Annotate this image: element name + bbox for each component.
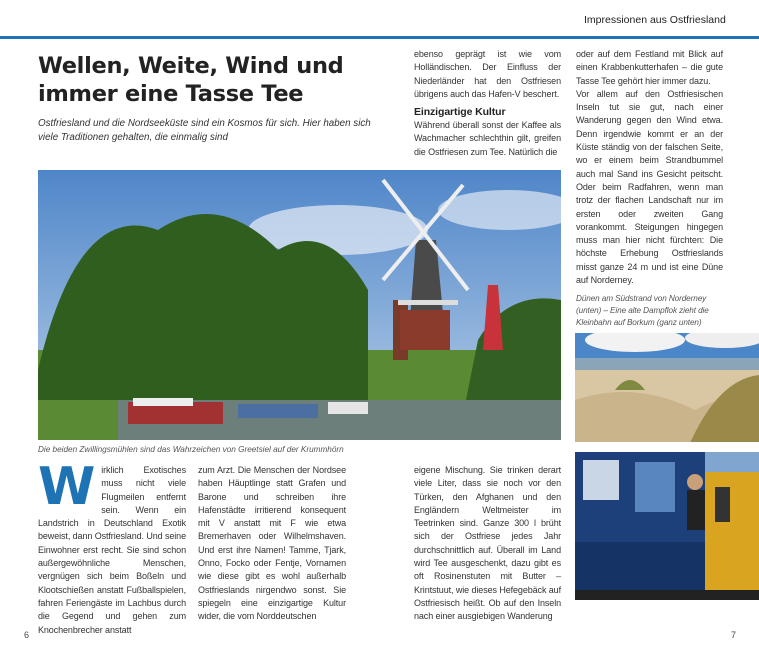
- body-column-2: zum Arzt. Die Menschen der Nordsee haben Häuptlinge statt Grafen und Barone und schreiben ihre Hafenstädte irritierend konsequent mit V anstatt mit F wie etwa Bremerhaven oder Wilhelmshaven. Und erst ihre Namen! Tamme, Tjark, Onno, Focko oder Fentje, Vornamen wie diese gibt es wohl außerhalb Ostfrieslands nirgendwo sonst. Sie spiegeln eine einzigartige Kultur wider, die vom Norddeutschen: [198, 465, 346, 622]
- right-photo-caption: Dünen am Südstrand von Norderney (unten) – Eine alte Dampflok zieht die Kleinbahn auf Borkum (ganz unten): [576, 294, 709, 328]
- windmill-photo: [38, 170, 561, 440]
- paragraph: Während überall sonst der Kaffee als Wachmacher schlechthin gilt, greifen die Ostfriesen zum Tee. Natürlich die: [414, 120, 561, 157]
- article-title: Wellen, Weite, Wind und immer eine Tasse Tee: [38, 53, 344, 107]
- page-number-right: 7: [731, 630, 737, 640]
- running-header: Impressionen aus Ostfriesland: [584, 14, 726, 26]
- article-subtitle: Ostfriesland und die Nordseeküste sind ein Kosmos für sich. Hier haben sich viele Traditionen gehalten, die einmalig sind: [38, 118, 371, 143]
- train-photo: [575, 452, 759, 600]
- paragraph: ebenso geprägt ist wie vom Holländischen. Der Einfluss der Niederländer hat den Ostfriesen übrigens auch das Hafen-V beschert.: [414, 49, 561, 99]
- page-number-left: 6: [24, 630, 30, 640]
- top-column-2: [414, 48, 561, 159]
- paragraph: Vor allem auf den Ostfriesischen Inseln tut sie gut, nach einer Wanderung gegen den Wind etwa. Denn irgendwie kommt er an der Küste ständig von der falschen Seite, wo er einem beim Strandbummel auch mal Sand ins Gesicht peitscht. Oder beim Radfahren, wenn man trotz der flachen Landschaft nur im ersten oder zweiten Gang vorankommt. Steigungen hingegen muss man hier nicht fürchten: Die höchste Erhebung Ostfrieslands misst ganze 24 m und ist eine Düne auf Norderney.: [576, 88, 723, 286]
- dunes-photo: [575, 333, 759, 442]
- top-column-3: [576, 48, 723, 329]
- main-photo-caption: Die beiden Zwillingsmühlen sind das Wahrzeichen von Greetsiel auf der Krummhörn: [38, 445, 344, 454]
- paragraph: oder auf dem Festland mit Blick auf einen Krabbenkutterhafen – die gute Tasse Tee gehört hier immer dazu.: [576, 49, 723, 86]
- body-column-1: [38, 457, 186, 637]
- drop-cap: W: [38, 457, 96, 517]
- paragraph: irklich Exotisches muss nicht viele Flugmeilen entfernt sein. Wenn ein Landstrich in Deutschland Exotik beweist, dann Ostfriesland. Und seine Einwohner erst recht. Sie sind schon außergewöhnliche Menschen, vergnügen sich beim Boßeln und Klootschießen anstatt Fußballspielen, fahren Feriengäste im Lachbus durch die Gegend und gehen zum Knochenbrecher anstatt: [38, 465, 186, 635]
- header-rule: [0, 36, 759, 39]
- body-column-3: eigene Mischung. Sie trinken derart viele Liter, dass sie noch vor den Türken, den Afghanen und den Engländern Weltmeister im Teetrinken sind. Ganze 300 l brüht sich der Ostfriese jedes Jahr durchschnittlich auf. Überall im Land wird Tee ausgeschenkt, dazu gibt es oft Rosinenstuten mit Butter – Krintstuut, wie dieses Hefegebäck auf Ostfriesisch heißt. Ob auf den Inseln nach einer ausgiebigen Wanderung: [414, 465, 561, 622]
- subheading: Einzigartige Kultur: [414, 106, 506, 119]
